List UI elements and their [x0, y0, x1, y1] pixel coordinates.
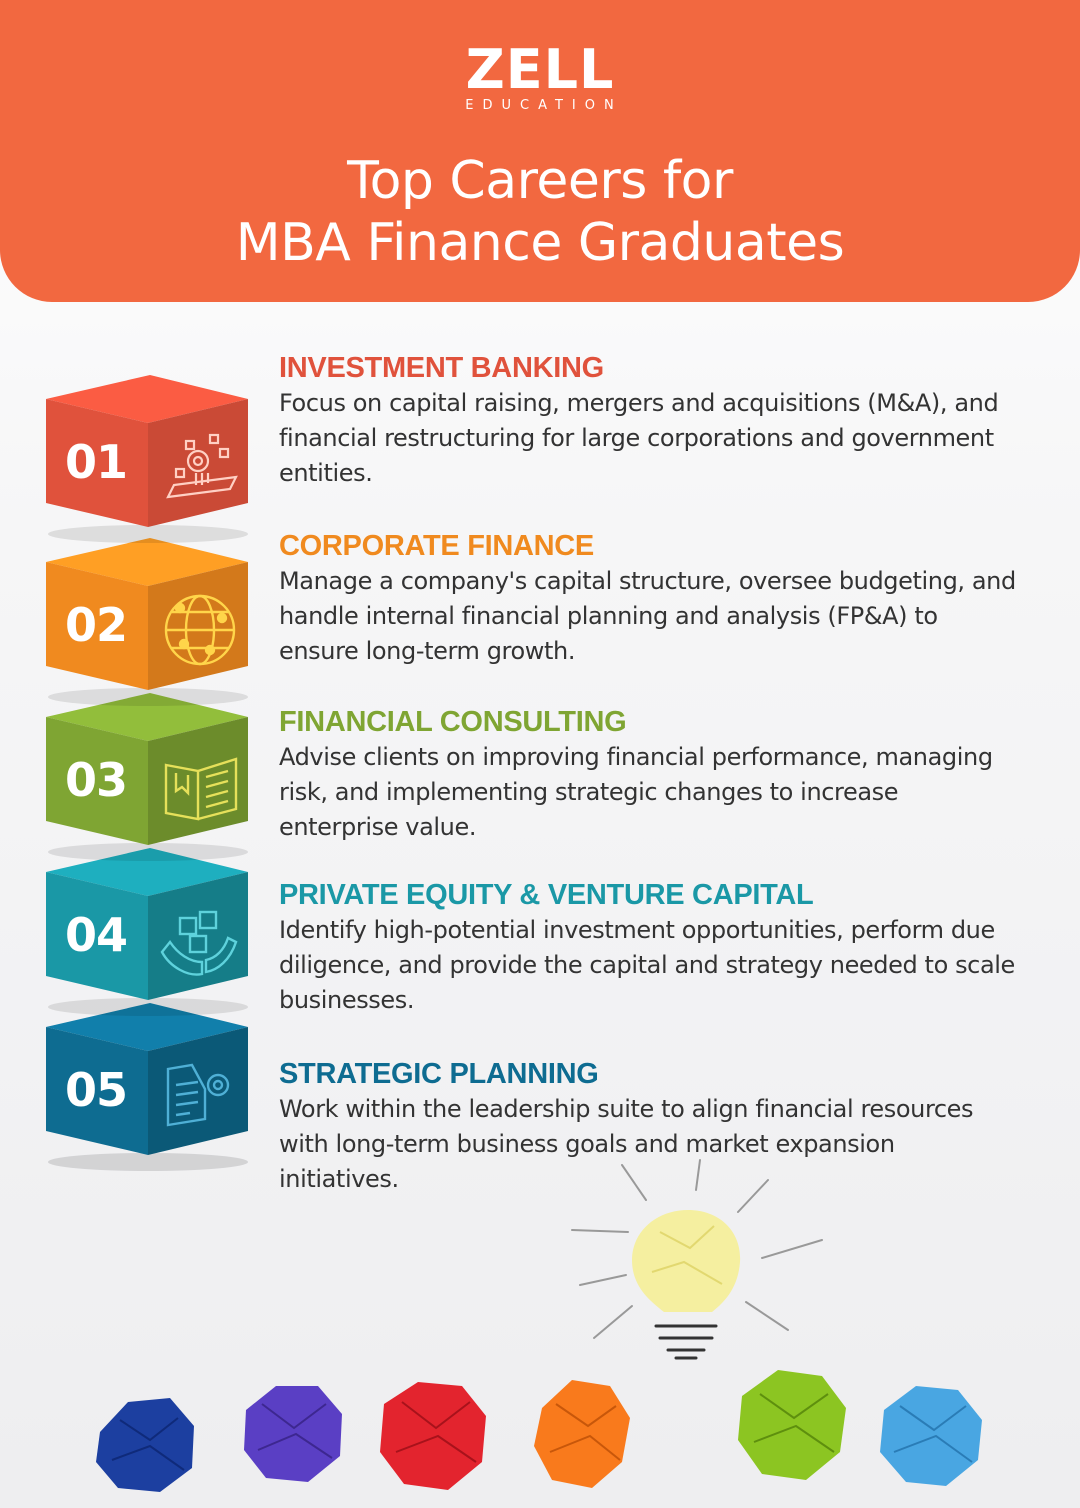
career-description: Focus on capital raising, mergers and acquisitions (M&A), and financial restructuring for large corporations and government entities. — [279, 389, 999, 487]
career-description: Advise clients on improving financial performance, managing risk, and implementing strategic changes to increase enterprise value. — [279, 743, 993, 841]
career-title: STRATEGIC PLANNING — [279, 1058, 599, 1090]
cube-number: 05 — [64, 1063, 127, 1117]
paper-ball-orange-icon — [534, 1380, 630, 1488]
cube-number: 02 — [64, 598, 127, 652]
paper-ball-red-icon — [380, 1382, 486, 1490]
career-description: Manage a company's capital structure, oversee budgeting, and handle internal financial planning and analysis (FP&A) to ensure long-term growth. — [279, 567, 1016, 665]
paper-ball-blue-icon — [96, 1398, 194, 1492]
career-title: CORPORATE FINANCE — [279, 530, 594, 562]
paper-ball-green-icon — [738, 1370, 846, 1480]
cube-number: 03 — [64, 753, 127, 807]
paper-ball-light-blue-icon — [880, 1386, 982, 1486]
lightbulb-icon — [572, 1160, 822, 1358]
paper-ball-purple-icon — [244, 1386, 342, 1482]
page-title-line-2: MBA Finance Graduates — [235, 213, 845, 273]
brand-name: ZELL — [465, 38, 615, 101]
cube-number: 01 — [64, 435, 127, 489]
page-title-line-1: Top Careers for — [347, 151, 733, 211]
career-title: FINANCIAL CONSULTING — [279, 706, 627, 738]
career-description: Work within the leadership suite to align financial resources with long-term business goals and market expansion initiatives. — [279, 1095, 974, 1193]
career-title: PRIVATE EQUITY & VENTURE CAPITAL — [279, 879, 814, 911]
cube-number: 04 — [64, 908, 127, 962]
career-description: Identify high-potential investment opportunities, perform due diligence, and provide the capital and strategy needed to scale businesses. — [279, 916, 1015, 1014]
brand-tagline: EDUCATION — [465, 98, 623, 113]
career-title: INVESTMENT BANKING — [279, 352, 604, 384]
